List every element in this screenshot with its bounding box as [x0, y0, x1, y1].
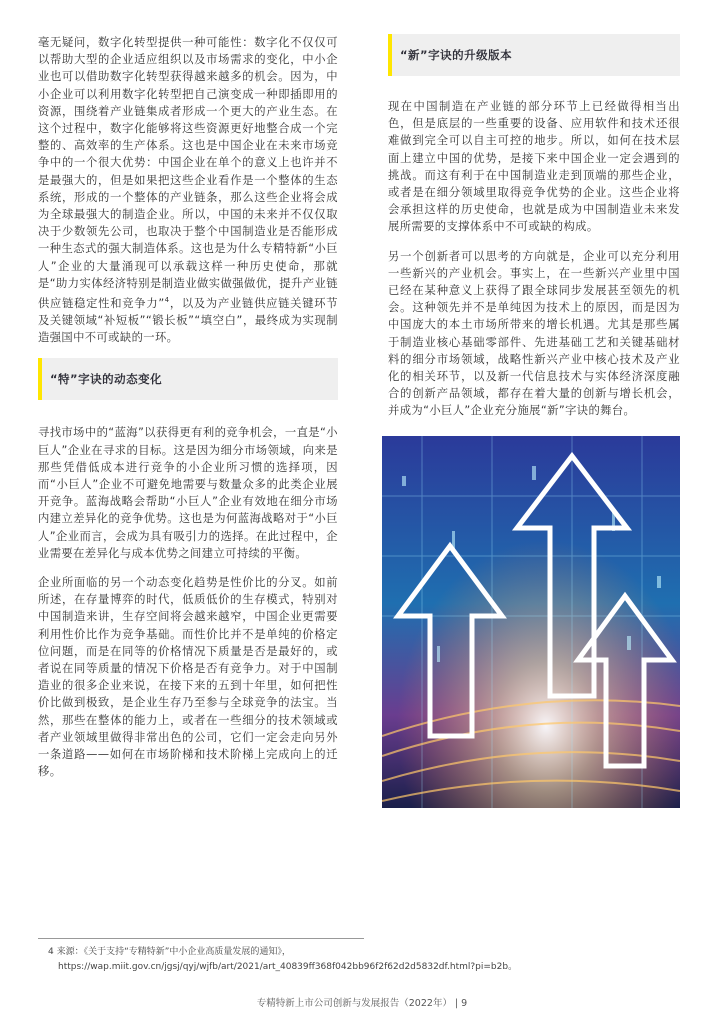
- left-paragraph-2: 寻找市场中的“蓝海”以获得更有利的竞争机会，一直是“小巨人”企业在寻求的目标。这是因为细分市场领域，向来是那些凭借低成本进行竞争的小企业所习惯的选择项，因而“小巨人”企业不可避免地需要与数量众多的此类企业展开竞争。蓝海战略会帮助“小巨人”企业有效地在细分市场内建立差异化的竞争优势。这也是为何蓝海战略对于“小巨人”企业而言，会成为具有吸引力的选择。在此过程中，企业需要在差异化与成本优势之间建立可持续的平衡。: [38, 426, 338, 560]
- left-column: [38, 34, 338, 792]
- heading-accent-bar: [388, 34, 392, 76]
- footnote-url[interactable]: https://wap.miit.gov.cn/jgsj/qyj/wjfb/art/2021/art_40839ff368f042bb96f2f62d2d5832df.html?pi=b2b。: [58, 962, 518, 972]
- heading-accent-bar: [38, 358, 42, 400]
- section-heading-te-label: “特”字诀的动态变化: [50, 372, 163, 387]
- footnote-ref[interactable]: 4: [164, 296, 170, 305]
- footnote: [48, 945, 688, 975]
- page-footer: 专精特新上市公司创新与发展报告（2022年） | 9: [256, 998, 468, 1009]
- section-heading-te: [38, 358, 338, 400]
- section-heading-xin-label: “新”字诀的升级版本: [400, 48, 513, 62]
- footnote-divider: [38, 938, 364, 939]
- right-paragraph-2: 另一个创新者可以思考的方向就是，企业可以充分利用一些新兴的产业机会。事实上，在一些新兴产业里中国已经在某种意义上获得了跟全球同步发展甚至领先的机会。这种领先并不是单纯因为技术上的原因，而是因为中国庞大的本土市场所带来的增长机遇。尤其是那些属于制造业核心基础零部件、先进基础工艺和关键基础材料的细分市场领域，战略性新兴产业中核心技术及产业化的相关环节，以及新一代信息技术与实体经济深度融合的创新产品领域，都存在着大量的创新与增长机会，并成为“小巨人”企业充分施展“新”字诀的舞台。: [388, 249, 680, 418]
- right-column: [388, 34, 680, 432]
- left-paragraph-1: [38, 34, 338, 346]
- right-paragraph-1: 现在中国制造在产业链的部分环节上已经做得相当出色，但是底层的一些重要的设备、应用软件和技术还很难做到完全可以自主可控的地步。所以，如何在技术层面上建立中国的优势，是接下来中国企业一定会遇到的挑战。而这有利于在中国制造业走到顶端的那些企业，或者是在细分领域里取得竞争优势的企业。这些企业将会承担这样的历史使命，也就是成为中国制造业未来发展所需要的支撑体系中不可或缺的构成。: [388, 100, 680, 234]
- left-paragraph-1-text: 毫无疑问，数字化转型提供一种可能性：数字化不仅仅可以帮助大型的企业适应组织以及市场需求的变化，中小企业也可以借助数字化转型获得越来越多的机会。因为，中小企业可以利用数字化转型把自己演变成一种即插即用的资源，围绕着产业链集成者形成一个更大的产业生态。在这个过程中，数字化能够将这些资源更好地整合成一个完整的、高效率的生产体系。这也是中国企业在未来市场竞争中的一个很大优势：中国企业在单个的意义上也许并不是最强大的，但是如果把这些企业看作是一个整体的生态系统，形成的一个整体的产业链条，那么这些企业将会成为全球最强大的制造企业。所以，中国的未来并不仅仅取决于少数领先公司，也取决于整个中国制造业是否能形成一种生态式的强大制造体系。这也是为什么专精特新“小巨人”企业的大量涌现可以承载这样一种历史使命，那就是“助力实体经济特别是制造业做实做强做优，提升产业链供应链稳定性和竞争力”: [38, 36, 338, 310]
- footnote-line-1: 4 来源：《关于支持“专精特新”中小企业高质量发展的通知》，: [48, 947, 291, 957]
- rising-arrows-image: [382, 436, 680, 808]
- section-heading-xin: [388, 34, 680, 76]
- left-paragraph-3: 企业所面临的另一个动态变化趋势是性价比的分叉。如前所述，在存量博弈的时代，低质低价的生存模式，特别对中国制造来讲，生存空间将会越来越窄，中国企业更需要利用性价比作为竞争基础。而性价比并不是单纯的价格定位问题，而是在同等的价格情况下质量是否是最好的，或者说在同等质量的情况下价格是否有竞争力。对于中国制造业的很多企业来说，在接下来的五到十年里，如何把性价比做到极致，是企业生存乃至参与全球竞争的法宝。当然，那些在整体的能力上，或者在一些细分的技术领域或者产业领域里做得非常出色的公司，它们一定会走向另外一条道路——如何在市场阶梯和技术阶梯上完成向上的迁移。: [38, 576, 338, 779]
- left-paragraph-1-tail: ，以及为产业链供应链关键环节及关键领域“补短板”“锻长板”“填空白”，最终成为实现制造强国中不可或缺的一环。: [38, 296, 338, 345]
